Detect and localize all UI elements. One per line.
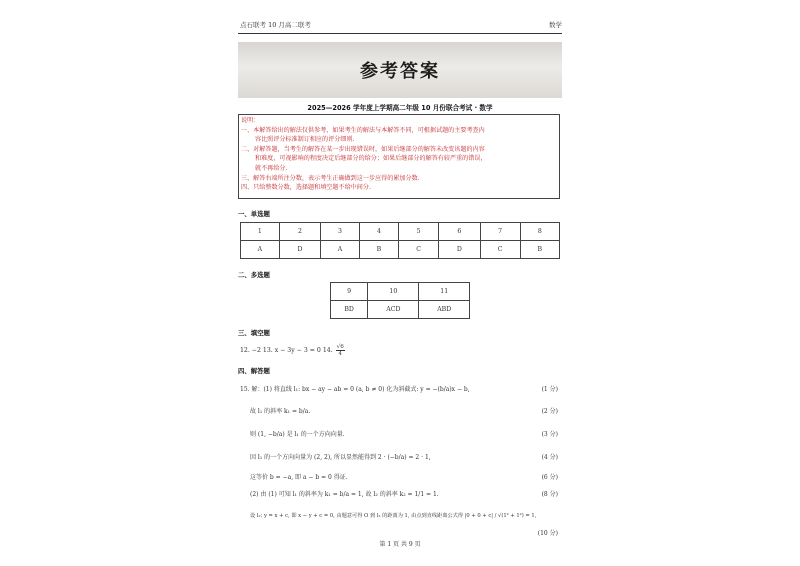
header-left: 点石联考 10 月高二联考 bbox=[240, 21, 311, 29]
note-line: 一、本解答给出的解法仅供参考，如果考生的解法与本解答不同，可根据试题的主要考查内 bbox=[241, 126, 485, 134]
fraction-numerator: √6 bbox=[336, 344, 344, 350]
fill-blank-title: 三、填空题 bbox=[238, 329, 270, 337]
exam-subtitle: 2025—2026 学年度上学期高二年级 10 月份联合考试 · 数学 bbox=[307, 104, 493, 112]
answer-cell: B bbox=[520, 241, 559, 259]
answer-cell: ABD bbox=[419, 301, 470, 319]
solution-score: (6 分) bbox=[541, 474, 558, 481]
answer-cell: C bbox=[480, 241, 520, 259]
answer-cell: C bbox=[399, 241, 439, 259]
answer-cell: A bbox=[241, 241, 280, 259]
solution-score: (4 分) bbox=[541, 454, 558, 461]
question-number: 4 bbox=[359, 223, 398, 241]
question-number: 6 bbox=[439, 223, 480, 241]
solution-score: (1 分) bbox=[541, 386, 558, 393]
multi-choice-table bbox=[330, 282, 470, 319]
solution-score: (8 分) bbox=[541, 491, 558, 498]
solution-score: (10 分) bbox=[537, 530, 558, 537]
solution-text: 这等价 b = −a, 即 a − b = 0 得证. bbox=[250, 474, 348, 481]
solution-score: (3 分) bbox=[541, 431, 558, 438]
grading-notes bbox=[238, 114, 560, 199]
answer-cell: A bbox=[321, 241, 360, 259]
note-line: 和难度，可视影响的程度决定后继部分的给分；如果后继部分的解答有较严重的错误， bbox=[255, 155, 487, 163]
notes-heading: 说明： bbox=[241, 117, 260, 124]
note-line: 四、只给整数分数，选择题和填空题不给中间分. bbox=[241, 184, 371, 192]
note-line: 二、对解答题，当考生的解答在某一步出现错误时，如果后继部分的解答未改变该题的内容 bbox=[241, 145, 485, 153]
note-line: 三、解答右端所注分数，表示考生正确做到这一步应得的累加分数. bbox=[241, 174, 420, 182]
answer-cell: ACD bbox=[368, 301, 419, 319]
fill-blank-text: 12. −2 13. x − 3y − 3 = 0 14. bbox=[240, 347, 333, 354]
solution-text: 则 (1, −b/a) 是 l₁ 的一个方向向量. bbox=[250, 431, 345, 438]
single-choice-table bbox=[240, 222, 560, 259]
note-line: 容比照评分标准制订相应的评分细则. bbox=[255, 136, 355, 144]
answer-cell: D bbox=[279, 241, 320, 259]
fraction bbox=[336, 344, 345, 357]
banner-title: 参考答案 bbox=[360, 61, 440, 82]
solution-text: (2) 由 (1) 可知 l₁ 的斜率为 k₁ = b/a = 1, 故 l₂ 的斜率 k₂ = 1/1 = 1. bbox=[250, 491, 439, 498]
answer-cell: B bbox=[359, 241, 398, 259]
question-number: 8 bbox=[520, 223, 559, 241]
header-right: 数学 bbox=[549, 21, 562, 29]
solution-score: (2 分) bbox=[541, 408, 558, 415]
question-number: 10 bbox=[368, 283, 419, 301]
question-number: 5 bbox=[399, 223, 439, 241]
question-number: 9 bbox=[331, 283, 368, 301]
question-number: 2 bbox=[279, 223, 320, 241]
solution-text: 故 l₁ 的斜率 k₁ = b/a. bbox=[250, 408, 311, 415]
fill-blank-answers bbox=[240, 344, 346, 357]
answer-cell: D bbox=[439, 241, 480, 259]
answer-cell: BD bbox=[331, 301, 368, 319]
note-line: 就不再给分. bbox=[255, 164, 288, 172]
solution-text: 设 l₂: y = x + c, 即 x − y + c = 0, 由题意可得 O 到 l₂ 的距离为 1, 由点到直线距离公式得 |0 + 0 + c| / √(1² + 1²) = 1, bbox=[250, 513, 537, 519]
solution-text: 15. 解：(1) 将直线 l₁: bx − ay − ab = 0 (a, b ≠ 0) 化为斜截式: y = −(b/a)x − b, bbox=[240, 386, 470, 393]
question-number: 7 bbox=[480, 223, 520, 241]
answer-sheet-page bbox=[236, 14, 564, 554]
question-number: 1 bbox=[241, 223, 280, 241]
question-number: 11 bbox=[419, 283, 470, 301]
page-footer: 第 1 页 共 9 页 bbox=[379, 541, 421, 548]
title-banner bbox=[238, 42, 562, 98]
header-divider bbox=[238, 33, 562, 34]
fraction-denominator: 4 bbox=[338, 351, 342, 357]
single-choice-title: 一、单选题 bbox=[238, 210, 270, 218]
solution-text: 因 l₁ 的一个方向向量为 (2, 2), 所以显然能得到 2 · (−b/a) = 2 · 1, bbox=[250, 454, 431, 461]
multi-choice-title: 二、多选题 bbox=[238, 271, 270, 279]
question-number: 3 bbox=[321, 223, 360, 241]
solutions-title: 四、解答题 bbox=[238, 367, 270, 375]
